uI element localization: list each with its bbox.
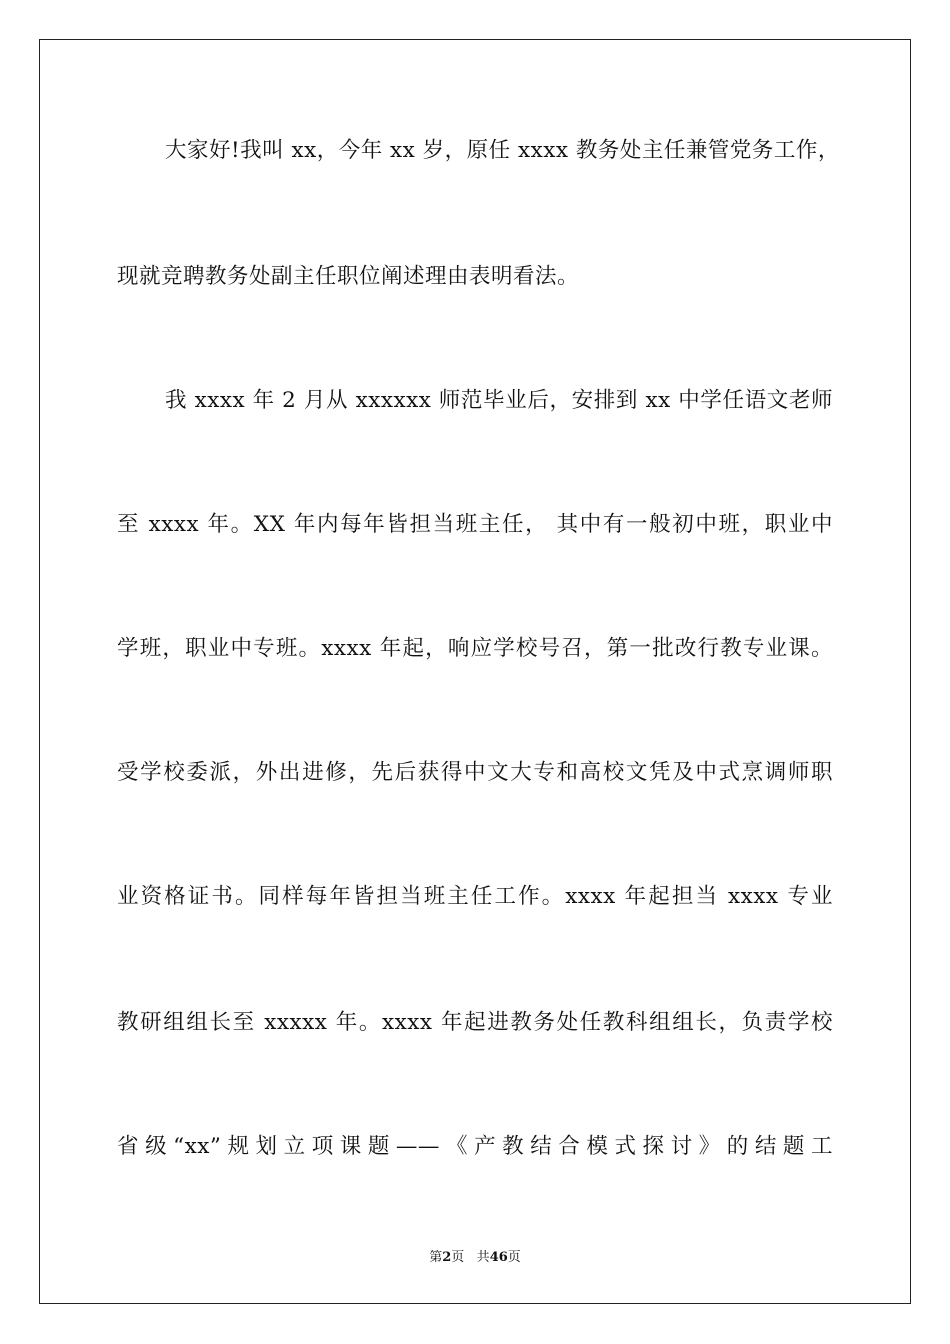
body-line-9: 省级“xx”规划立项课题——《产教结合模式探讨》的结题工 <box>117 1134 833 1159</box>
footer-total-unit: 页 <box>507 1250 521 1265</box>
body-line-6: 受学校委派，外出进修，先后获得中文大专和高校文凭及中式烹调师职 <box>117 760 833 785</box>
body-line-1: 大家好!我叫 xx，今年 xx 岁，原任 xxxx 教务处主任兼管党务工作， <box>165 138 840 163</box>
footer-page-number: 2 <box>442 1250 452 1265</box>
page-footer <box>0 1249 950 1267</box>
body-line-2: 现就竞聘教务处副主任职位阐述理由表明看法。 <box>117 264 580 289</box>
footer-page-unit: 页 <box>451 1250 465 1265</box>
body-line-7: 业资格证书。同样每年皆担当班主任工作。xxxx 年起担当 xxxx 专业 <box>117 884 833 909</box>
footer-total-prefix: 共 <box>476 1250 490 1265</box>
footer-total-pages: 46 <box>489 1250 508 1265</box>
footer-prefix: 第 <box>429 1250 443 1265</box>
body-line-8: 教研组组长至 xxxxx 年。xxxx 年起进教务处任教科组组长，负责学校 <box>117 1010 833 1035</box>
body-line-5: 学班，职业中专班。xxxx 年起，响应学校号召，第一批改行教专业课。 <box>117 636 833 661</box>
body-line-3: 我 xxxx 年 2 月从 xxxxxx 师范毕业后，安排到 xx 中学任语文老师 <box>165 388 833 413</box>
body-line-4: 至 xxxx 年。XX 年内每年皆担当班主任， 其中有一般初中班，职业中 <box>117 512 833 537</box>
page-border <box>39 39 911 1304</box>
